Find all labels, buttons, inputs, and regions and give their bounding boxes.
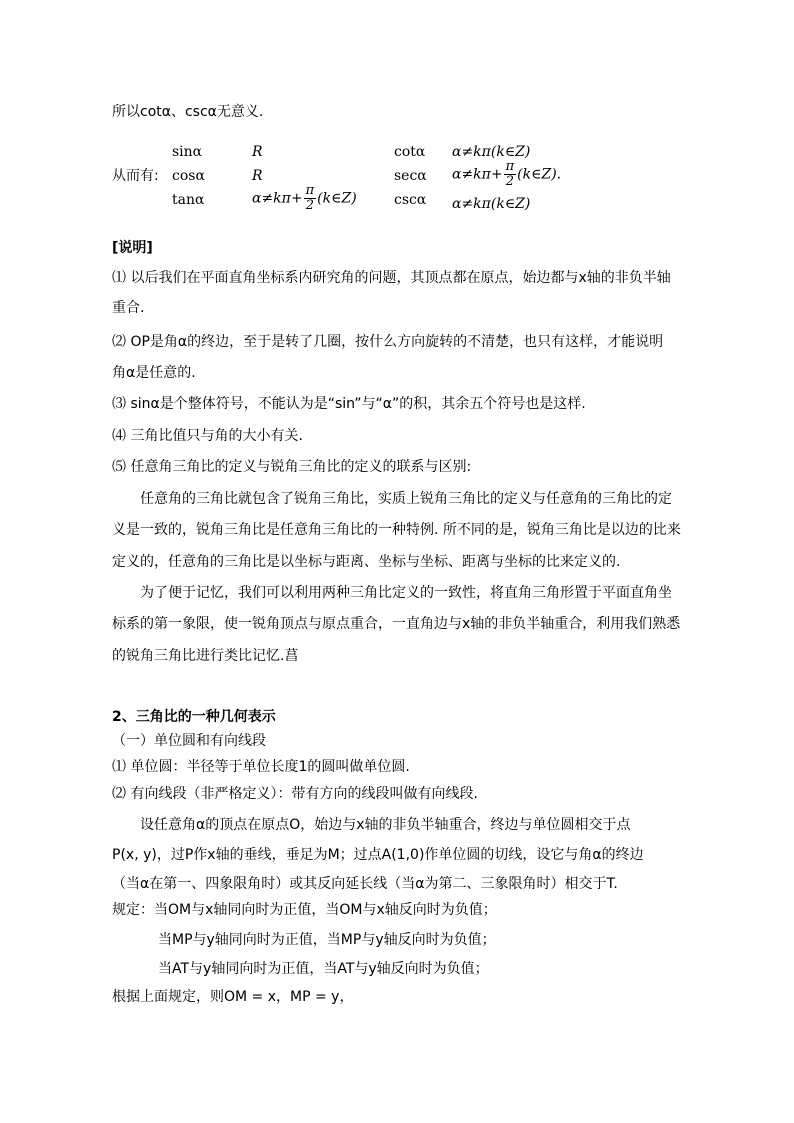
- definition-line3: （当α在第一、四象限角时）或其反向延长线（当α为第二、三象限角时）相交于T.: [112, 876, 618, 892]
- note-5: ⑸ 任意角三角比的定义与锐角三角比的定义的联系与区别:: [112, 459, 472, 475]
- domain-cos: R: [252, 168, 263, 184]
- fn-sec: secα: [394, 168, 427, 184]
- section2-title: 2、三角比的一种几何表示: [112, 709, 276, 725]
- note-1b: 重合.: [112, 300, 145, 316]
- rule-line3: 当AT与y轴同向时为正值，当AT与y轴反向时为负值；: [158, 961, 489, 977]
- frac-num: π: [305, 183, 315, 198]
- rule-line2: 当MP与y轴同向时为正值，当MP与y轴反向时为负值；: [158, 932, 496, 948]
- table-lead: 从而有:: [112, 168, 159, 184]
- para2-line3: 的锐角三角比进行类比记忆.菖: [112, 648, 299, 664]
- table-period: .: [556, 166, 562, 183]
- para1-line1: 任意角的三角比就包含了锐角三角比，实质上锐角三角比的定义与任意角的三角比的定: [140, 491, 672, 507]
- fraction-pi-over-2: [304, 184, 317, 213]
- trig-domain-table: [112, 138, 632, 218]
- note-3: ⑶ sinα是个整体符号，不能认为是“sin”与“α”的积，其余五个符号也是这样.: [112, 396, 586, 412]
- domain-tan: [252, 184, 357, 213]
- rule-line1: 规定：当OM与x轴同向时为正值，当OM与x轴反向时为负值；: [112, 902, 497, 918]
- para1-line3: 定义的，任意角的三角比是以坐标与距离、坐标与坐标、距离与坐标的比来定义的.: [112, 554, 621, 570]
- fn-cos: cosα: [172, 168, 205, 184]
- intro-line: 所以cotα、cscα无意义.: [112, 104, 264, 120]
- section2-item2: ⑵ 有向线段（非严格定义）：带有方向的线段叫做有向线段.: [112, 786, 478, 802]
- fn-csc: cscα: [394, 192, 427, 208]
- para1-line2: 义是一致的，锐角三角比是任意角三角比的一种特例. 所不同的是，锐角三角比是以边的比来: [112, 522, 681, 538]
- note-1a: ⑴ 以后我们在平面直角坐标系内研究角的问题，其顶点都在原点，始边都与x轴的非负半轴: [112, 270, 671, 286]
- section2-subtitle: （一）单位圆和有向线段: [112, 733, 266, 749]
- domain-sec-b: (k∈Z): [517, 166, 557, 183]
- domain-sec: [452, 160, 561, 189]
- definition-line1: 设任意角α的顶点在原点O，始边与x轴的非负半轴重合，终边与单位圆相交于点: [140, 817, 631, 833]
- domain-sec-a: α≠kπ+: [452, 166, 503, 183]
- para2-line2: 标系的第一象限，使一锐角顶点与原点重合，一直角边与x轴的非负半轴重合，利用我们熟悉: [112, 616, 681, 632]
- fn-tan: tanα: [172, 192, 205, 208]
- domain-tan-b: (k∈Z): [317, 190, 357, 207]
- frac-den: 2: [305, 198, 315, 213]
- frac-den: 2: [505, 174, 515, 189]
- note-2b: 角α是任意的.: [112, 365, 196, 381]
- domain-cot: α≠kπ(k∈Z): [452, 144, 531, 160]
- frac-num: π: [505, 159, 515, 174]
- note-2a: ⑵ OP是角α的终边，至于是转了几圈，按什么方向旋转的不清楚，也只有这样，才能说明: [112, 334, 664, 350]
- para2-line1: 为了便于记忆，我们可以利用两种三角比定义的一致性，将直角三角形置于平面直角坐: [140, 585, 672, 601]
- fraction-pi-over-2: [504, 160, 517, 189]
- domain-sin: R: [252, 144, 263, 160]
- explain-heading: [说明]: [112, 240, 153, 256]
- definition-line2: P(x, y)，过P作x轴的垂线，垂足为M；过点A(1,0)作单位圆的切线，设它与角α的终边: [112, 847, 644, 863]
- fn-cot: cotα: [394, 144, 426, 160]
- rule-line4: 根据上面规定，则OM = x，MP = y，: [112, 989, 354, 1005]
- domain-tan-a: α≠kπ+: [252, 190, 303, 207]
- note-4: ⑷ 三角比值只与角的大小有关.: [112, 428, 303, 444]
- section2-item1: ⑴ 单位圆：半径等于单位长度1的圆叫做单位圆.: [112, 759, 410, 775]
- domain-csc: α≠kπ(k∈Z): [452, 196, 531, 212]
- fn-sin: sinα: [172, 144, 203, 160]
